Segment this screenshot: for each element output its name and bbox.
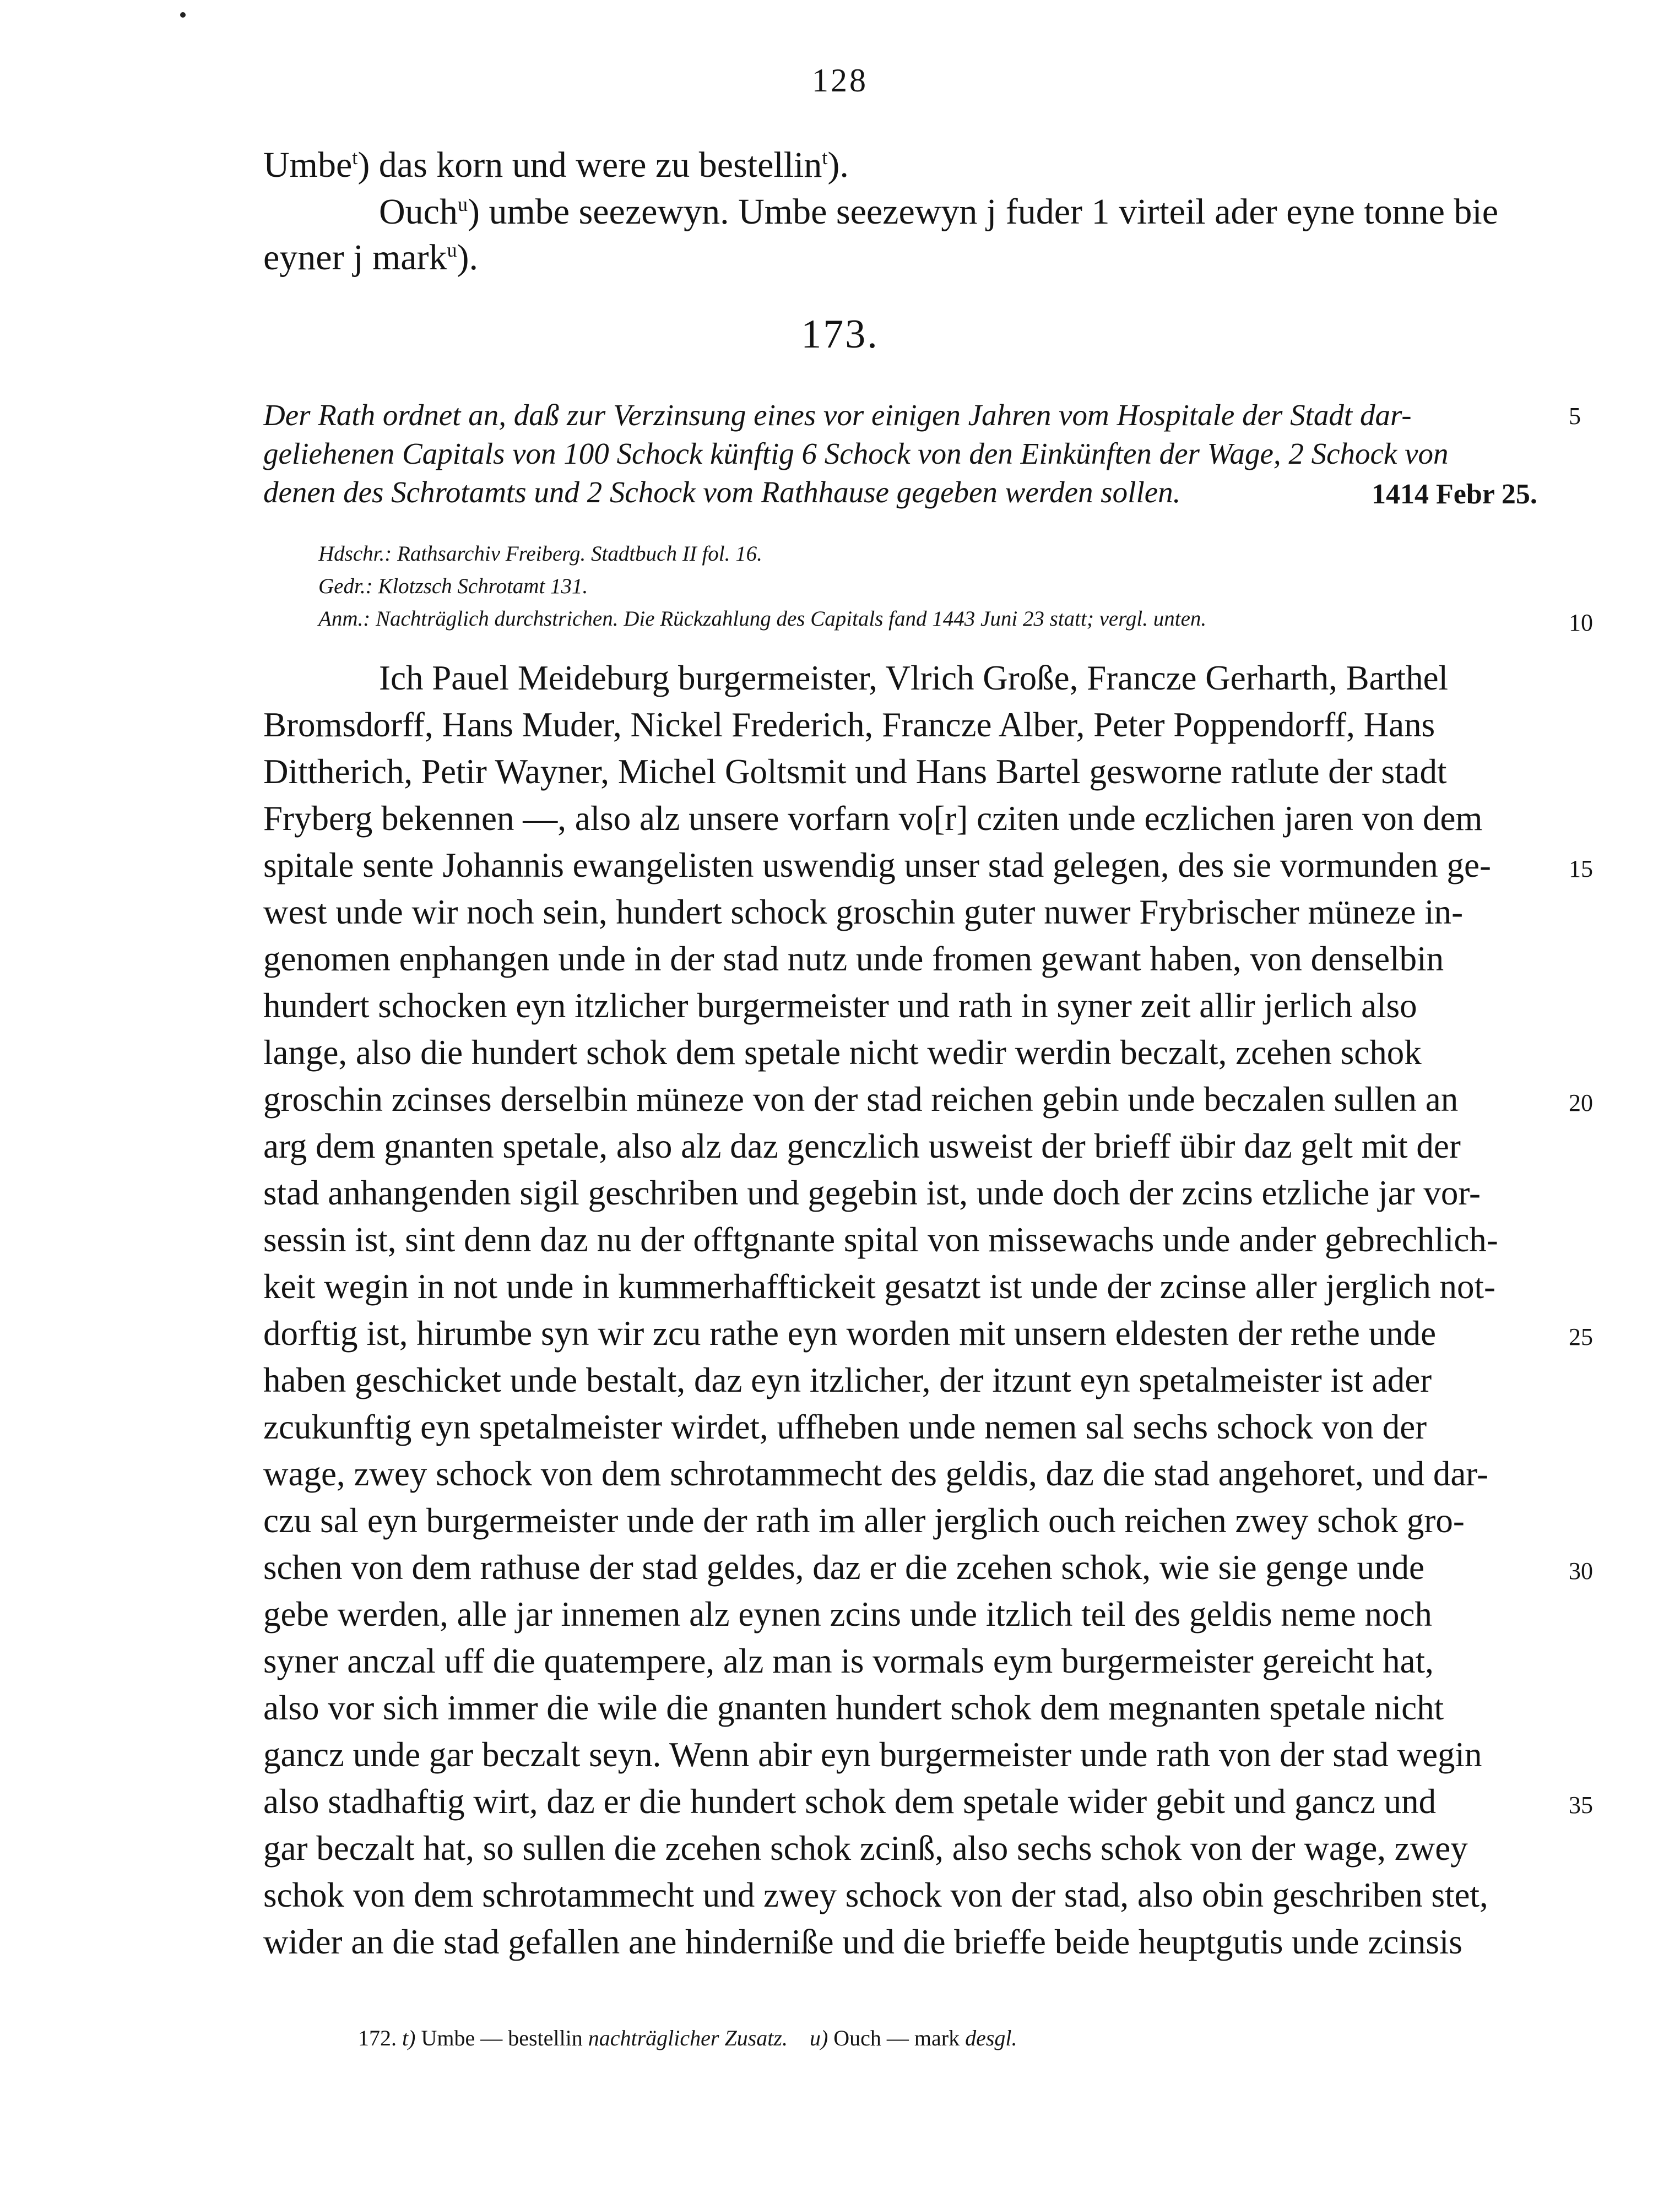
- body-line: Bromsdorff, Hans Muder, Nickel Frederich, Francze Alber, Peter Poppendorff, Hans: [263, 705, 1435, 744]
- footnote-marker: u: [457, 193, 468, 215]
- source-manuscript: Hdschr.: Rathsarchiv Freiberg. Stadtbuch II fol. 16.: [318, 542, 762, 566]
- margin-line-number: 5: [1569, 403, 1581, 430]
- continuation-text: Umbe: [263, 145, 353, 185]
- source-annotation: Anm.: Nachträglich durchstrichen. Die Rückzahlung des Capitals fand 1443 Juni 23 statt; vergl. unten.: [318, 607, 1207, 631]
- margin-line-number: 25: [1569, 1323, 1593, 1350]
- continuation-text: ) das korn und were zu bestellin: [357, 145, 822, 185]
- body-line: Ich Pauel Meideburg burgermeister, Vlrich Große, Francze Gerharth, Barthel: [379, 659, 1449, 697]
- document-date: 1414 Febr 25.: [1372, 479, 1537, 510]
- footnote-u-note: desgl.: [965, 2026, 1017, 2050]
- body-line: wage, zwey schock von dem schrotammecht des geldis, daz die stad angehoret, und dar-: [263, 1454, 1488, 1493]
- footnote-marker: t: [352, 146, 358, 169]
- continuation-text: ) umbe seezewyn. Umbe seezewyn j fuder 1 virteil ader eyne tonne bie: [467, 192, 1499, 232]
- body-line: syner anczal uff die quatempere, alz man is vormals eym burgermeister gereicht hat,: [263, 1642, 1434, 1680]
- continuation-text: ).: [827, 145, 849, 185]
- continuation-text: ).: [457, 237, 478, 278]
- footnote-marker-t: t): [402, 2026, 416, 2050]
- body-line: wider an die stad gefallen ane hinderniße und die brieffe beide heuptgutis unde zcinsis: [263, 1923, 1462, 1961]
- page-speck: [180, 12, 186, 18]
- body-line: gar beczalt hat, so sullen die zcehen schok zcinß, also sechs schok von der wage, zwey: [263, 1829, 1468, 1868]
- body-line: arg dem gnanten spetale, also alz daz genczlich usweist der brieff übir daz gelt mit der: [263, 1127, 1461, 1165]
- footnote-t-text: Umbe — bestellin: [421, 2026, 583, 2050]
- body-line: sessin ist, sint denn daz nu der offtgnante spital von missewachs unde ander gebrechlich-: [263, 1220, 1498, 1259]
- continuation-line-2: [379, 191, 1549, 233]
- footnote-u-text: Ouch — mark: [833, 2026, 960, 2050]
- body-line: also stadhaftig wirt, daz er die hundert schok dem spetale wider gebit und gancz und: [263, 1782, 1437, 1821]
- body-line: gebe werden, alle jar innemen alz eynen zcins unde itzlich teil des geldis neme noch: [263, 1595, 1432, 1633]
- page-number: 128: [812, 62, 868, 99]
- margin-line-number: 20: [1569, 1089, 1593, 1116]
- body-line: west unde wir noch sein, hundert schock groschin guter nuwer Frybrischer müneze in-: [263, 893, 1464, 931]
- continuation-text: Ouch: [379, 192, 458, 232]
- margin-line-number: 35: [1569, 1792, 1593, 1819]
- continuation-text: eyner j mark: [263, 237, 447, 278]
- footnote: [358, 2025, 1017, 2051]
- regest-line: Der Rath ordnet an, daß zur Verzinsung eines vor einigen Jahren vom Hospitale der Stadt dar-: [263, 398, 1412, 432]
- regest-line: geliehenen Capitals von 100 Schock künftig 6 Schock von den Einkünften der Wage, 2 Schock von: [263, 437, 1449, 470]
- body-line: keit wegin in not unde in kummerhafftickeit gesatzt ist unde der zcinse aller jerglich not-: [263, 1267, 1495, 1306]
- document-number: 173.: [801, 312, 879, 357]
- body-line: dorftig ist, hirumbe syn wir zcu rathe eyn worden mit unsern eldesten der rethe unde: [263, 1314, 1437, 1353]
- footnote-marker: u: [447, 239, 457, 261]
- body-line: czu sal eyn burgermeister unde der rath im aller jerglich ouch reichen zwey schok gro-: [263, 1501, 1465, 1540]
- body-line: Fryberg bekennen —, also alz unsere vorfarn vo[r] cziten unde eczlichen jaren von dem: [263, 799, 1483, 838]
- margin-line-number: 15: [1569, 855, 1593, 882]
- body-line: schen von dem rathuse der stad geldes, daz er die zcehen schok, wie sie genge unde: [263, 1548, 1424, 1587]
- body-line: haben geschicket unde bestalt, daz eyn itzlicher, der itzunt eyn spetalmeister ist ader: [263, 1361, 1432, 1399]
- body-line: hundert schocken eyn itzlicher burgermeister und rath in syner zeit allir jerlich also: [263, 986, 1417, 1025]
- body-line: genomen enphangen unde in der stad nutz unde fromen gewant haben, von denselbin: [263, 940, 1444, 978]
- body-line: spitale sente Johannis ewangelisten uswendig unser stad gelegen, des sie vormunden ge-: [263, 846, 1491, 884]
- body-line: zcukunftig eyn spetalmeister wirdet, uffheben unde nemen sal sechs schock von der: [263, 1408, 1427, 1446]
- continuation-line-3: [263, 237, 478, 279]
- body-line: stad anhangenden sigil geschriben und gegebin ist, unde doch der zcins etzliche jar vor-: [263, 1174, 1481, 1212]
- body-line: lange, also die hundert schok dem spetale nicht wedir werdin beczalt, zcehen schok: [263, 1033, 1422, 1072]
- footnote-t-note: nachträglicher Zusatz.: [588, 2026, 788, 2050]
- continuation-line-1: [263, 144, 849, 186]
- margin-line-number: 30: [1569, 1557, 1593, 1584]
- source-print: Gedr.: Klotzsch Schrotamt 131.: [318, 574, 588, 598]
- footnote-marker-u: u): [809, 2026, 828, 2050]
- body-line: also vor sich immer die wile die gnanten hundert schok dem megnanten spetale nicht: [263, 1689, 1444, 1727]
- body-line: schok von dem schrotammecht und zwey schock von der stad, also obin geschriben stet,: [263, 1876, 1488, 1914]
- body-line: groschin zcinses derselbin müneze von der stad reichen gebin unde beczalen sullen an: [263, 1080, 1459, 1119]
- regest-line: denen des Schrotamts und 2 Schock vom Rathhause gegeben werden sollen.: [263, 475, 1181, 509]
- footnote-ref: 172.: [358, 2026, 397, 2050]
- margin-line-number: 10: [1569, 609, 1593, 636]
- body-line: Dittherich, Petir Wayner, Michel Goltsmit und Hans Bartel gesworne ratlute der stadt: [263, 752, 1447, 791]
- footnote-marker: t: [822, 146, 828, 169]
- body-line: gancz unde gar beczalt seyn. Wenn abir eyn burgermeister unde rath von der stad wegin: [263, 1735, 1482, 1774]
